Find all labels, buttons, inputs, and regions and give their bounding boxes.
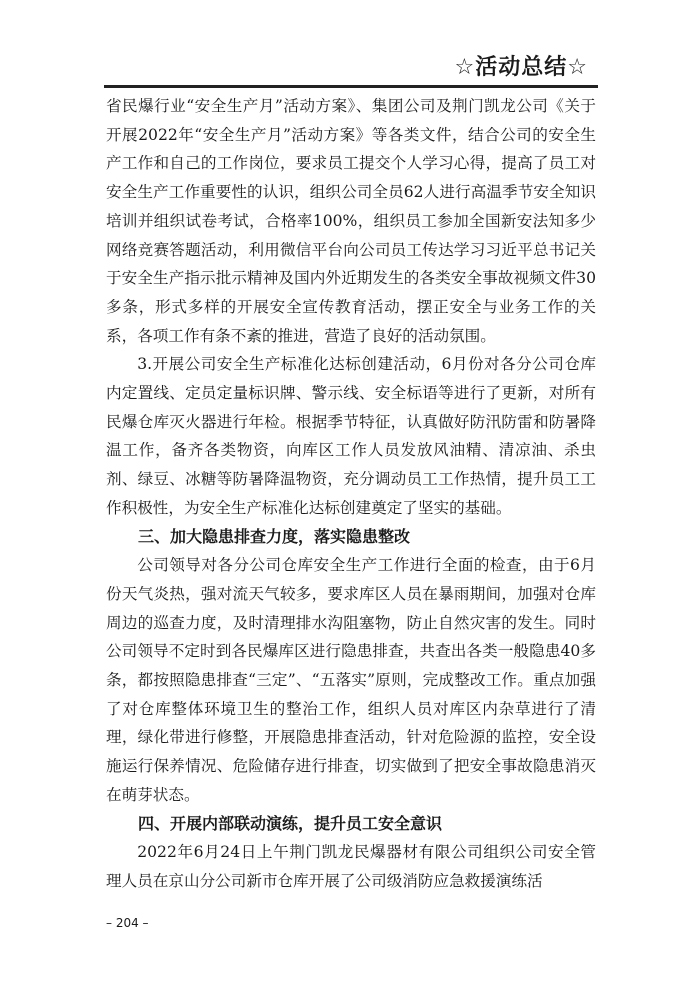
header-rule bbox=[104, 85, 598, 88]
paragraph-1: 省民爆行业“安全生产月”活动方案》、集团公司及荆门凯龙公司《关于开展2022年“安全生产月”活动方案》等各类文件，结合公司的安全生产工作和自己的工作岗位，要求员工提交个人学习心得，提高了员工对安全生产工作重要性的认识，组织公司全员62人进行高温季节安全知识培训并组织试卷考试，合格率100%，组织员工参加全国新安法知多少网络竞赛答题活动，利用微信平台向公司员工传达学习习近平总书记关于安全生产指示批示精神及国内外近期发生的各类安全事故视频文件30多条，形式多样的开展安全宣传教育活动，摆正安全与业务工作的关系，各项工作有条不紊的推进，营造了良好的活动氛围。 bbox=[106, 97, 596, 345]
paragraph-4: 2022年6月24日上午荆门凯龙民爆器材有限公司组织公司安全管理人员在京山分公司新市仓库开展了公司级消防应急救援演练活 bbox=[106, 843, 596, 890]
page-number: – 204 – bbox=[106, 916, 149, 930]
page-header-title: ☆活动总结☆ bbox=[454, 55, 588, 80]
paragraph-3: 公司领导对各分公司仓库安全生产工作进行全面的检查，由于6月份天气炎热，强对流天气较多，要求库区人员在暴雨期间，加强对仓库周边的巡查力度，及时清理排水沟阻塞物，防止自然灾害的发生。同时公司领导不定时到各民爆库区进行隐患排查，共查出各类一般隐患40多条，都按照隐患排查“三定”、“五落实”原则，完成整改工作。重点加强了对仓库整体环境卫生的整治工作，组织人员对库区内杂草进行了清理，绿化带进行修整，开展隐患排查活动，针对危险源的监控，安全设施运行保养情况、危险储存进行排查，切实做到了把安全事故隐患消灭在萌芽状态。 bbox=[106, 556, 596, 804]
section-heading-3: 三、加大隐患排查力度，落实隐患整改 bbox=[138, 526, 411, 546]
paragraph-2: 3.开展公司安全生产标准化达标创建活动，6月份对各分公司仓库内定置线、定员定量标识牌、警示线、安全标语等进行了更新，对所有民爆仓库灭火器进行年检。根据季节特征，认真做好防汛防雷和防暑降温工作，备齐各类物资，向库区工作人员发放风油精、清凉油、杀虫剂、绿豆、冰糖等防暑降温物资，充分调动员工工作热情，提升员工工作积极性，为安全生产标准化达标创建奠定了坚实的基础。 bbox=[106, 355, 596, 517]
document-body bbox=[106, 92, 596, 896]
section-heading-4: 四、开展内部联动演练，提升员工安全意识 bbox=[138, 813, 443, 833]
